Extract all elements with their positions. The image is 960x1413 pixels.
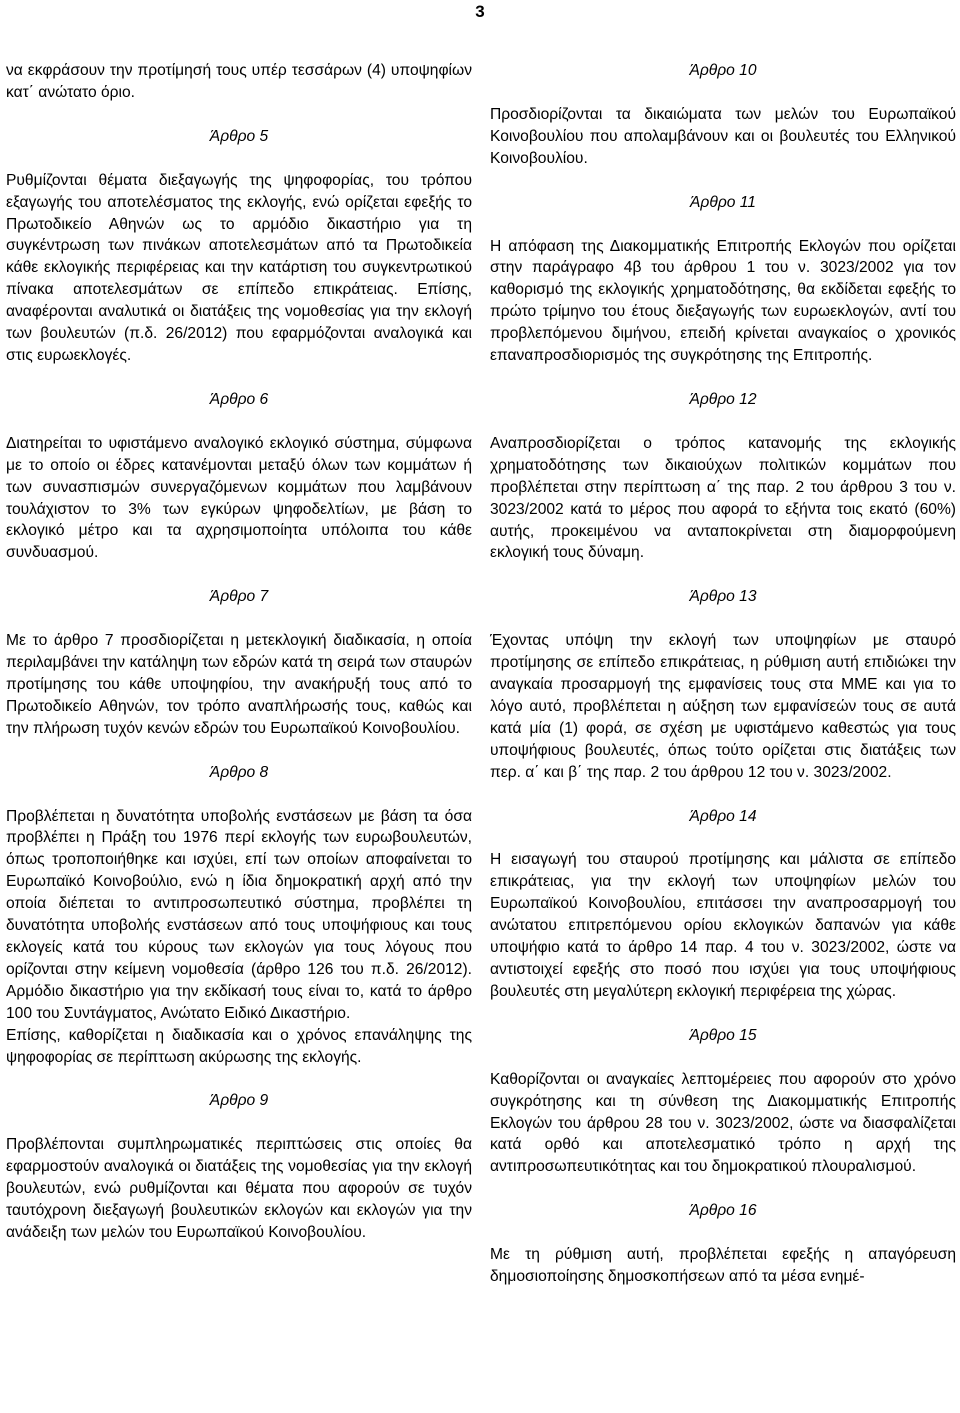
article-paragraph: Προβλέπεται η δυνατότητα υποβολής ενστάσεων με βάση τα όσα προβλέπει η Πράξη του 1976 περί εκλογής των ευρωβουλευτών, όπως τροποποιήθηκε και ισχύει, επί των οποίων αποφαίνεται το Ευρωπαϊκό Κοινοβούλιο, ενώ η ίδια δημοκρατική αρχή από την οποία διέπεται το αντιπροσωπευτικό σύστημα, προβλέπει τη δυνατότητα υποβολής ενστάσεων από τους υποψήφιους και τους εκλογείς κατά του κύρους των εκλογών για τους λόγους που ορίζονται στην κείμενη νομοθεσία (άρθρο 126 του π.δ. 26/2012). Αρμόδιο δικαστήριο για την εκδίκασή τους είναι το, κατά το άρθρο 100 του Συντάγματος, Ανώτατο Ειδικό Δικαστήριο. <box>6 807 472 1022</box>
article-6 <box>6 389 472 564</box>
article-heading: Άρθρο 14 <box>689 807 757 825</box>
article-paragraph: Διατηρείται το υφιστάμενο αναλογικό εκλογικό σύστημα, σύμφωνα με το οποίο οι έδρες κατανέμονται μεταξύ όλων των κομμάτων ή των συνασπισμών συνεργαζόμενων κομμάτων που λαμβάνουν τουλάχιστον το 3% των εγκύρων ψηφοδελτίων, με βάση το εκλογικό μέτρο και τα αχρησιμοποίητα υπόλοιπα του κάθε συνδυασμού. <box>6 434 472 562</box>
article-heading: Άρθρο 10 <box>689 62 757 79</box>
article-10 <box>490 60 956 170</box>
article-paragraph: Καθορίζονται οι αναγκαίες λεπτομέρειες που αφορούν στο χρόνο συγκρότησης και τη σύνθεση της Διακομματικής Επιτροπής Εκλογών του άρθρου 28 του ν. 3023/2002, ώστε να διασφαλίζεται κατά ορθό και αποτελεσματικό τρόπο η αρχή της αντιπροσωπευτικότητας και του δημοκρατικού πλουραλισμού. <box>490 1070 956 1176</box>
article-8 <box>6 762 472 1069</box>
article-14 <box>490 806 956 1003</box>
article-paragraph: Με τη ρύθμιση αυτή, προβλέπεται εφεξής η απαγόρευση δημοσιοποίησης δημοσκοπήσεων από τα μέσα ενημέ- <box>490 1246 956 1286</box>
article-paragraph: Η εισαγωγή του σταυρού προτίμησης και μάλιστα σε επίπεδο επικράτειας, για την εκλογή των υποψηφίων μελών του Ευρωπαϊκού Κοινοβουλίου, επιτάσσει την αναπροσαρμογή του ανώτατου επιτρεπόμενου ορίου εκλογικών δαπανών για κάθε υποψήφιο κατά το άρθρο 14 παρ. 4 του ν. 3023/2002, ώστε να αντιστοιχεί εφεξής στο ποσό που ισχύει για τους υποψήφιους βουλευτές στη μεγαλύτερη εκλογική περιφέρεια της χώρας. <box>490 851 956 1000</box>
article-heading: Άρθρο 13 <box>689 588 757 606</box>
article-15 <box>490 1025 956 1178</box>
article-9 <box>6 1090 472 1243</box>
right-column <box>490 60 956 1288</box>
article-paragraph: Προβλέπονται συμπληρωματικές περιπτώσεις στις οποίες θα εφαρμοστούν αναλογικά οι διατάξεις της νομοθεσίας για την εκλογή βουλευτών, ενώ ρυθμίζονται και θέματα που αφορούν σε τυχόν ταυτόχρονη διεξαγωγή βουλευτικών εκλογών και εκλογών για την ανάδειξη των μελών του Ευρωπαϊκού Κοινοβουλίου. <box>6 1136 472 1241</box>
page-number: 3 <box>475 2 485 21</box>
intro-paragraph: να εκφράσουν την προτίμησή τους υπέρ τεσσάρων (4) υποψηφίων κατ΄ ανώτατο όριο. <box>6 62 472 101</box>
article-paragraph: Με το άρθρο 7 προσδιορίζεται η μετεκλογική διαδικασία, η οποία περιλαμβάνει την κατάληψη των εδρών κατά τη σειρά των σταυρών προτίμησης του κάθε υποψηφίου, την ανακήρυξή τους από το Πρωτοδικείο Αθηνών, τον τρόπο αναπλήρωσής τους, καθώς και την πλήρωση τυχόν κενών εδρών του Ευρωπαϊκού Κοινοβουλίου. <box>6 632 472 737</box>
article-paragraph: Προσδιορίζονται τα δικαιώματα των μελών του Ευρωπαϊκού Κοινοβουλίου που απολαμβάνουν και οι βουλευτές του Ελληνικού Κοινοβουλίου. <box>490 105 956 167</box>
article-paragraph: Ρυθμίζονται θέματα διεξαγωγής της ψηφοφορίας, του τρόπου εξαγωγής του αποτελέσματος της εκλογής, ενώ ορίζεται εφεξής το Πρωτοδικείο Αθηνών ως το αρμόδιο δικαστήριο για τη συγκέντρωση των πινάκων αποτελεσμάτων από τα Πρωτοδικεία κάθε εκλογικής περιφέρειας και την κατάρτιση του συγκεντρωτικού πίνακα αποτελεσμάτων σε επίπεδο επικράτειας. Επίσης, αναφέρονται αναλυτικά οι διατάξεις της νομοθεσίας για την εκλογή των βουλευτών (π.δ. 26/2012) που εφαρμόζονται αναλογικά και στις ευρωεκλογές. <box>6 171 472 364</box>
article-11 <box>490 192 956 367</box>
article-paragraph: Επίσης, καθορίζεται η διαδικασία και ο χρόνος επανάληψης της ψηφοφορίας σε περίπτωση ακύρωσης της εκλογής. <box>6 1026 472 1066</box>
article-12 <box>490 389 956 564</box>
article-heading: Άρθρο 9 <box>209 1092 269 1110</box>
article-heading: Άρθρο 15 <box>689 1026 757 1044</box>
left-column <box>6 60 472 1244</box>
article-paragraph: Αναπροσδιορίζεται ο τρόπος κατανομής της εκλογικής χρηματοδότησης των δικαιούχων πολιτικών κομμάτων που προβλέπεται στην περίπτωση α΄ της παρ. 2 του άρθρου 3 του ν. 3023/2002 κατά το μέρος που αφορά το εξήντα τοις εκατό (60%) αυτής, προκειμένου να ανταποκρίνεται στη διαμορφούμενη εκλογική τους δύναμη. <box>490 434 956 562</box>
article-13 <box>490 586 956 783</box>
article-16 <box>490 1200 956 1288</box>
article-heading: Άρθρο 12 <box>689 390 757 408</box>
article-heading: Άρθρο 16 <box>689 1202 757 1220</box>
article-heading: Άρθρο 11 <box>690 193 756 211</box>
article-heading: Άρθρο 7 <box>209 588 269 606</box>
article-heading: Άρθρο 8 <box>209 763 269 781</box>
article-heading: Άρθρο 6 <box>209 390 269 408</box>
article-5 <box>6 126 472 367</box>
article-paragraph: Η απόφαση της Διακομματικής Επιτροπής Εκλογών που ορίζεται στην παράγραφο 4β του άρθρου 1 του ν. 3023/2002 για τον καθορισμό της εκλογικής χρηματοδότησης, θα εκδίδεται εφεξής το πρώτο τρίμηνο του έτους διεξαγωγής των ευρωεκλογών, αντί του προβλεπόμενου διμήνου, επειδή κρίνεται αναγκαίος ο χρονικός επαναπροσδιορισμός της συγκρότησης της Επιτροπής. <box>490 237 956 365</box>
article-7 <box>6 586 472 739</box>
article-heading: Άρθρο 5 <box>209 127 269 145</box>
article-paragraph: Έχοντας υπόψη την εκλογή των υποψηφίων με σταυρό προτίμησης σε επίπεδο επικράτειας, η ρύθμιση αυτή επιδιώκει την αναγκαία προσαρμογή της εμφανίσεις τους στα ΜΜΕ και για το λόγο αυτό, προβλέπεται η αύξηση των εμφανίσεών τους σε αυτά κατά μία (1) φορά, σε σχέση με υφιστάμενο καθεστώς για τους υποψήφιους βουλευτές, όπως τούτο ορίζεται στις διατάξεις των περ. α΄ και β΄ της παρ. 2 του άρθρου 12 του ν. 3023/2002. <box>490 632 956 781</box>
